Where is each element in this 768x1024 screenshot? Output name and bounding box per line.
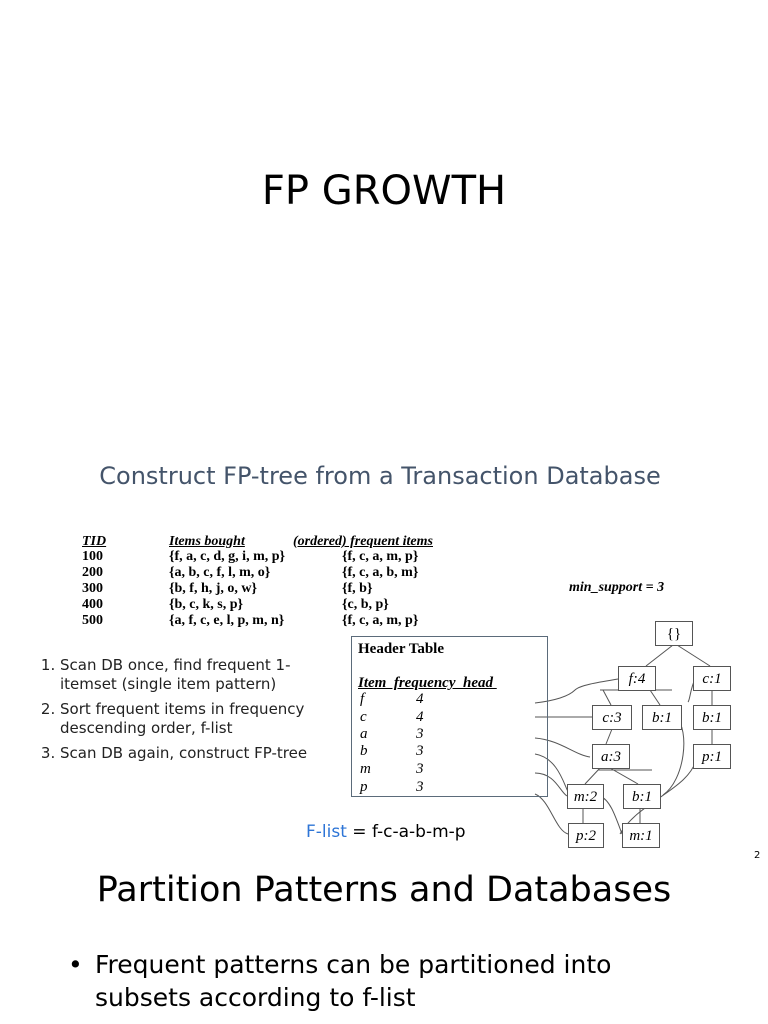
item-cell: a (360, 726, 368, 742)
tree-node-p2: p:2 (568, 823, 604, 848)
frequency-cell: 4 (416, 691, 424, 707)
ordered-items-cell: {f, c, a, b, m} (342, 565, 419, 580)
tid-cell: 100 (82, 549, 103, 564)
tree-node-m1: m:1 (622, 823, 660, 848)
items-cell: {a, f, c, e, l, p, m, n} (169, 613, 285, 628)
table-row (360, 779, 424, 796)
ordered-items-cell: {f, c, a, m, p} (342, 549, 419, 564)
frequency-cell: 4 (416, 709, 424, 725)
table-row (360, 709, 424, 726)
frequency-cell: 3 (416, 726, 424, 742)
edge-root-c (677, 645, 710, 666)
list-item: 2. Sort frequent items in frequency descending order, f-list (60, 700, 315, 738)
tid-cell: 400 (82, 597, 103, 612)
table-row (360, 761, 424, 778)
tree-node-b1: b:1 (623, 784, 661, 809)
item-cell: b (360, 743, 368, 759)
frequency-cell: 3 (416, 779, 424, 795)
page-number: 2 (754, 850, 761, 861)
list-item: 3. Scan DB again, construct FP-tree (60, 744, 315, 763)
frequency-cell: 3 (416, 761, 424, 777)
items-bought-header: Items bought (169, 534, 245, 549)
ordered-items-cell: {f, c, a, m, p} (342, 613, 419, 628)
tree-node-b1: b:1 (693, 705, 731, 730)
tree-node-c1: c:1 (693, 666, 731, 691)
item-cell: c (360, 709, 367, 725)
edge-root-f (646, 645, 673, 666)
items-cell: {b, f, h, j, o, w} (169, 581, 258, 596)
items-cell: {b, c, k, s, p} (169, 597, 244, 612)
frequent-items-header: (ordered) frequent items (293, 534, 433, 549)
table-row (360, 691, 424, 708)
tid-cell: 500 (82, 613, 103, 628)
tid-cell: 200 (82, 565, 103, 580)
min-support-label: min_support = 3 (569, 580, 665, 595)
header-table (351, 636, 548, 797)
slide2-title: Partition Patterns and Databases (96, 870, 672, 910)
frequency-cell: 3 (416, 743, 424, 759)
edge-c-a (606, 729, 612, 744)
slide-subtitle: Construct FP-tree from a Transaction Database (99, 462, 661, 490)
item-cell: f (360, 691, 365, 707)
edge-a-m (585, 768, 600, 784)
table-row (360, 743, 424, 760)
header-table-columns: Item frequency head (358, 675, 497, 691)
tree-node-a3: a:3 (592, 744, 630, 769)
tree-node-m2: m:2 (567, 784, 604, 809)
f-list-label: F-list (306, 822, 347, 842)
header-table-title: Header Table (358, 641, 444, 657)
edge-f-b (650, 690, 660, 705)
table-row (360, 726, 424, 743)
item-cell: m (360, 761, 371, 777)
bullet-text: Frequent patterns can be partitioned into subsets according to f-list (95, 950, 612, 1012)
tree-node-c3: c:3 (592, 705, 632, 730)
tid-cell: 300 (82, 581, 103, 596)
ordered-items-cell: {c, b, p} (342, 597, 389, 612)
tree-node-p1: p:1 (693, 744, 731, 769)
item-cell: p (360, 779, 368, 795)
tree-node-root: {} (655, 621, 693, 646)
items-cell: {a, b, c, f, l, m, o} (169, 565, 271, 580)
tree-node-b1: b:1 (642, 705, 682, 730)
items-cell: {f, a, c, d, g, i, m, p} (169, 549, 286, 564)
f-list (306, 822, 466, 842)
edge-f-c (603, 690, 611, 705)
ordered-items-cell: {f, b} (342, 581, 373, 596)
tid-header: TID (82, 534, 107, 549)
list-item: 1. Scan DB once, find frequent 1-itemset (single item pattern) (60, 656, 315, 694)
tree-node-f4: f:4 (618, 666, 656, 691)
f-list-value: = f-c-a-b-m-p (346, 822, 466, 842)
bullet-icon: • (68, 950, 83, 979)
slide-title: FP GROWTH (261, 168, 507, 214)
